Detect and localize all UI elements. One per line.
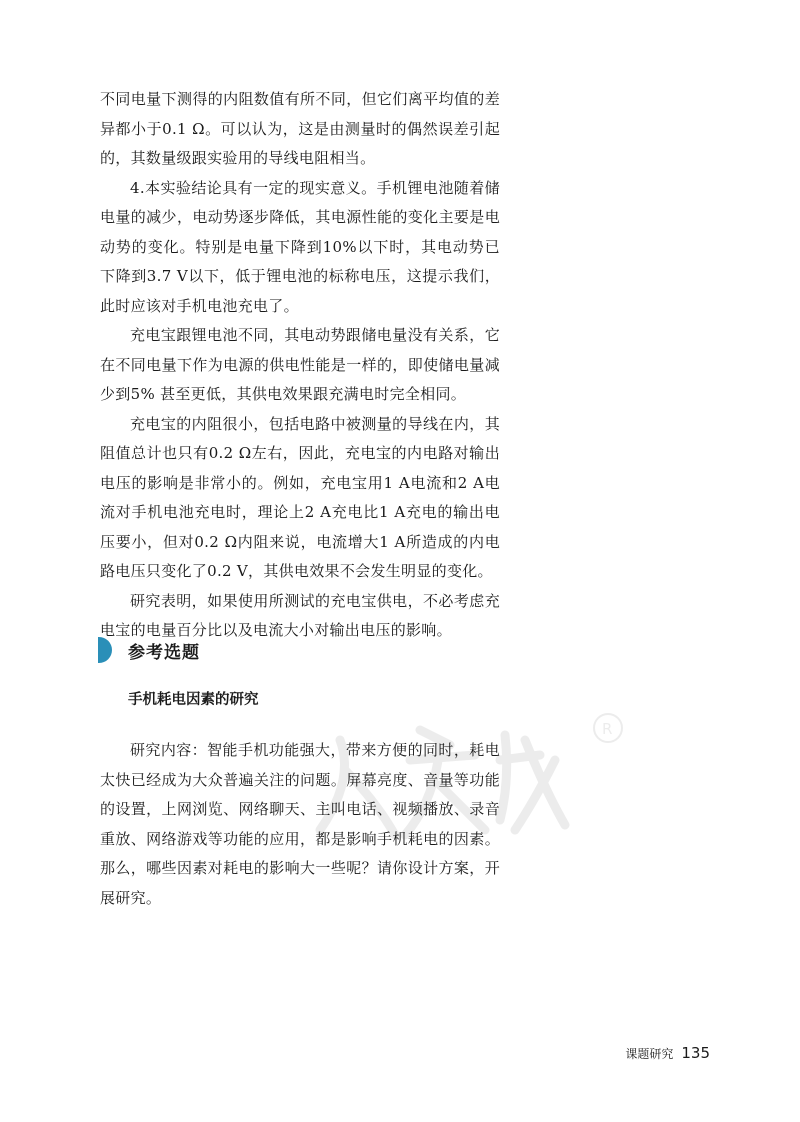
paragraph-continuation: 不同电量下测得的内阻数值有所不同，但它们离平均值的差异都小于0.1 Ω。可以认为，这是由测量时的偶然误差引起的，其数量级跟实验用的导线电阻相当。 xyxy=(100,90,500,167)
heading-marker-icon xyxy=(98,637,112,663)
body-text-topic xyxy=(100,736,500,913)
paragraph-internal-resistance: 充电宝的内阻很小，包括电路中被测量的导线在内，其阻值总计也只有0.2 Ω左右，因此，充电宝的内电路对输出电压的影响是非常小的。例如，充电宝用1 A电流和2 A电流对手机电池充电时，理论上2 A充电比1 A充电的输出电压要小，但对0.2 Ω内阻来说，电流增大1 A所造成的内电路电压只变化了0.2 V，其供电效果不会发生明显的变化。 xyxy=(100,414,500,580)
paragraph-research-content: 研究内容：智能手机功能强大，带来方便的同时，耗电太快已经成为大众普遍关注的问题。屏幕亮度、音量等功能的设置，上网浏览、网络聊天、主叫电话、视频播放、录音重放、网络游戏等功能的应用，都是影响手机耗电的因素。那么，哪些因素对耗电的影响大一些呢？请你设计方案，开展研究。 xyxy=(100,741,500,907)
footer-chapter-label: 课题研究 xyxy=(625,1047,674,1061)
paragraph-research-result: 研究表明，如果使用所测试的充电宝供电，不必考虑充电宝的电量百分比以及电流大小对输出电压的影响。 xyxy=(100,591,500,639)
body-text-top xyxy=(100,85,500,646)
section-heading-text: 参考选题 xyxy=(128,642,200,663)
paragraph-power-bank: 充电宝跟锂电池不同，其电动势跟储电量没有关系，它在不同电量下作为电源的供电性能是一样的，即使储电量减少到5% 甚至更低，其供电效果跟充满电时完全相同。 xyxy=(100,326,500,403)
page-footer xyxy=(625,1044,710,1062)
topic-title: 手机耗电因素的研究 xyxy=(128,692,259,708)
paragraph-conclusion-4: 4.本实验结论具有一定的现实意义。手机锂电池随着储电量的减少，电动势逐步降低，其电源性能的变化主要是电动势的变化。特别是电量下降到10%以下时，其电动势已下降到3.7 V以下，低于锂电池的标称电压，这提示我们，此时应该对手机电池充电了。 xyxy=(100,178,500,315)
svg-text:R: R xyxy=(602,720,613,738)
page-number: 135 xyxy=(681,1044,710,1062)
section-heading xyxy=(98,636,200,664)
